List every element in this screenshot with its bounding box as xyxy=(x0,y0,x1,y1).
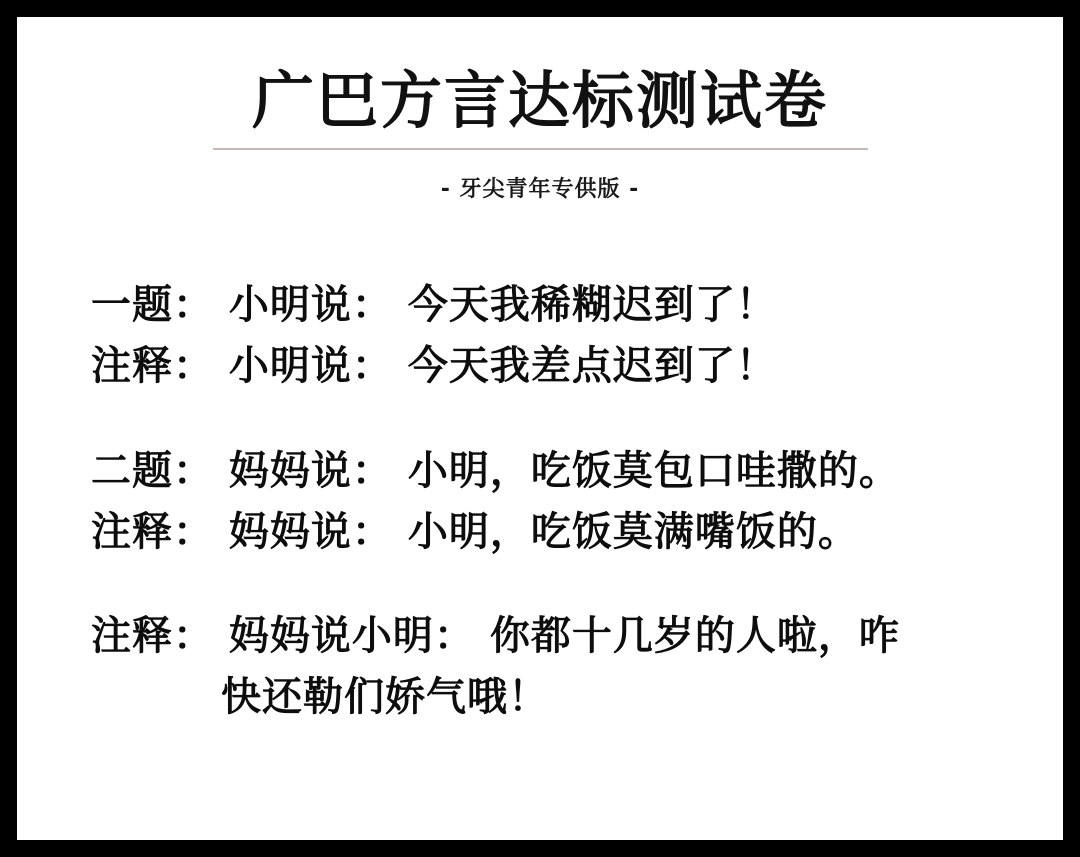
quiz-body xyxy=(17,275,1063,728)
qa-group xyxy=(91,275,1023,397)
page-title: 广巴方言达标测试卷 xyxy=(251,64,828,137)
title-block xyxy=(17,17,1063,203)
title-divider xyxy=(213,148,868,150)
page-subtitle: - 牙尖青年专供版 - xyxy=(440,177,640,203)
quiz-line: 一题： 小明说： 今天我稀糊迟到了！ xyxy=(91,282,777,329)
qa-group xyxy=(91,441,1023,563)
document-page xyxy=(17,17,1063,840)
quiz-line: 快还勒们娇气哦！ xyxy=(221,674,549,721)
quiz-line: 注释： 妈妈说： 小明，吃饭莫满嘴饭的。 xyxy=(91,508,859,555)
quiz-line: 二题： 妈妈说： 小明，吃饭莫包口哇撒的。 xyxy=(91,447,900,494)
qa-group xyxy=(91,606,1023,728)
quiz-line: 注释： 妈妈说小明： 你都十几岁的人啦，咋 xyxy=(91,613,900,660)
quiz-line: 注释： 小明说： 今天我差点迟到了！ xyxy=(91,343,777,390)
